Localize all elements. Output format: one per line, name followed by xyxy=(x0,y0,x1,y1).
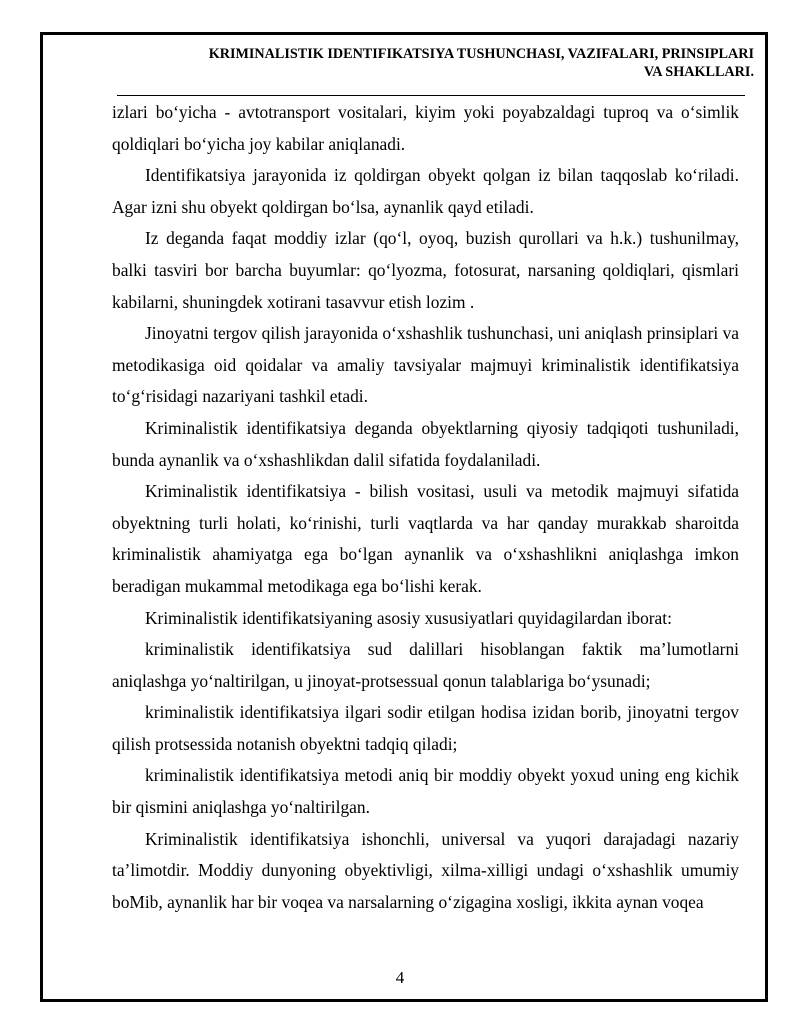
paragraph-continuation: izlari bo‘yicha - avtotransport vositalari, kiyim yoki poyabzaldagi tuproq va o‘simlik qoldiqlari bo‘yicha joy kabilar aniqlanadi. xyxy=(112,102,739,154)
header-title-line-1: KRIMINALISTIK IDENTIFIKATSIYA TUSHUNCHASI, VAZIFALARI, PRINSIPLARI xyxy=(208,46,754,62)
document-body xyxy=(112,97,739,918)
header-rule xyxy=(117,95,745,96)
list-paragraph: kriminalistik identifikatsiya metodi aniq bir moddiy obyekt yoxud uning eng kichik bir qismini aniqlashga yo‘naltirilgan. xyxy=(112,765,739,818)
paragraph: Kriminalistik identifikatsiya - bilish vositasi, usuli va metodik majmuyi sifatida obyektning turli holati, ko‘rinishi, turli vaqtlarda va har qanday murakkab sharoitda kriminalistik ahamiyatga ega bo‘lgan aynanlik va o‘xshashlikni aniqlashga imkon beradigan mukammal metodikaga ega bo‘lishi kerak. xyxy=(112,481,739,596)
header-title-line-2: VA SHAKLLARI. xyxy=(643,64,754,80)
paragraph: Jinoyatni tergov qilish jarayonida o‘xshashlik tushunchasi, uni aniqlash prinsiplari va metodikasiga oid qoidalar va amaliy tavsiyalar majmuyi kriminalistik identifikatsiya to‘g‘risidagi nazariyani tashkil etadi. xyxy=(112,323,739,407)
list-paragraph: kriminalistik identifikatsiya ilgari sodir etilgan hodisa izidan borib, jinoyatni tergov qilish protsessida notanish obyektni tadqiq qiladi; xyxy=(112,702,739,754)
paragraph: Kriminalistik identifikatsiyaning asosiy xususiyatlari quyidagilardan iborat: xyxy=(145,607,672,628)
paragraph: Kriminalistik identifikatsiya ishonchli, universal va yuqori darajadagi nazariy ta’limotdir. Moddiy dunyoning obyektivligi, xilma-xilligi undagi o‘xshashlik umumiy boMib, aynanlik har bir voqea va narsalarning o‘zigagina xosligi, ikkita aynan voqea xyxy=(112,828,739,912)
list-paragraph: kriminalistik identifikatsiya sud dalillari hisoblangan faktik ma’lumotlarni aniqlashga yo‘naltirilgan, u jinoyat-protsessual qonun talablariga bo‘ysunadi; xyxy=(112,639,739,691)
paragraph: Iz deganda faqat moddiy izlar (qo‘l, oyoq, buzish qurollari va h.k.) tushunilmay, balki tasviri bor barcha buyumlar: qo‘lyozma, fotosurat, narsaning qoldiqlari, qismlari kabilarni, shuningdek xotirani tasavvur etish lozim . xyxy=(112,228,739,312)
paragraph: Identifikatsiya jarayonida iz qoldirgan obyekt qolgan iz bilan taqqoslab ko‘riladi. Agar izni shu obyekt qoldirgan bo‘lsa, aynanlik qayd etiladi. xyxy=(112,165,739,217)
page-number: 4 xyxy=(395,968,405,987)
paragraph: Kriminalistik identifikatsiya deganda obyektlarning qiyosiy tadqiqoti tushuniladi, bunda aynanlik va o‘xshashlikdan dalil sifatida foydalaniladi. xyxy=(112,417,739,470)
running-header xyxy=(112,45,754,81)
